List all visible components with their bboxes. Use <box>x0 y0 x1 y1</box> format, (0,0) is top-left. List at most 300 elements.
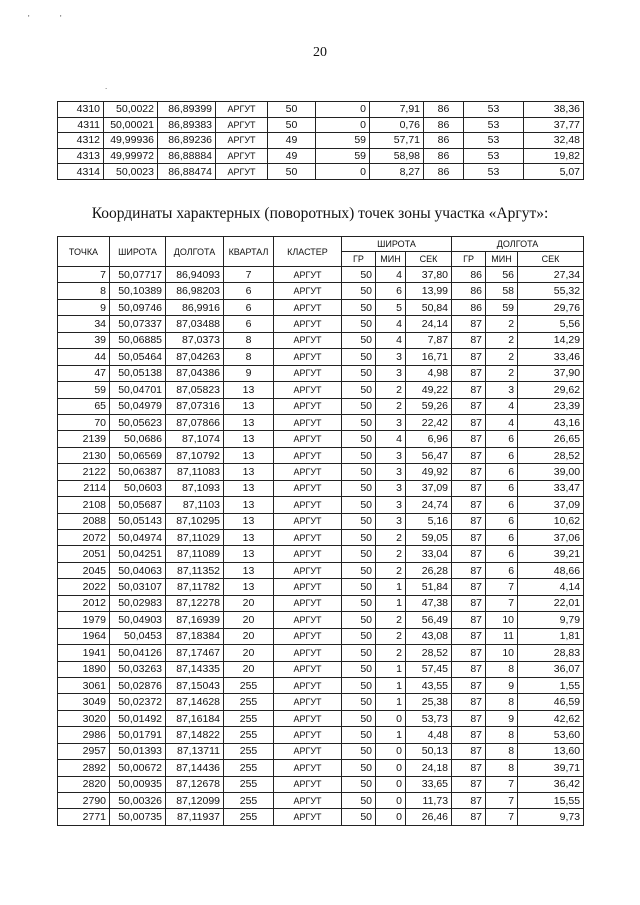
table-cell: 86,88474 <box>158 164 216 180</box>
table-cell: 13,99 <box>406 283 452 299</box>
table-cell: 50 <box>342 628 376 644</box>
table-cell: 87 <box>452 661 486 677</box>
table-cell: 4313 <box>58 148 104 164</box>
table-cell: 50 <box>342 595 376 611</box>
table-cell: 50,05143 <box>110 513 166 529</box>
table-cell: 87 <box>452 447 486 463</box>
table-cell: 1 <box>376 677 406 693</box>
table-cell: 2022 <box>58 579 110 595</box>
table-cell: 49,22 <box>406 382 452 398</box>
table-cell: 26,46 <box>406 809 452 825</box>
table-cell: АРГУТ <box>216 164 268 180</box>
table-cell: 2 <box>376 382 406 398</box>
table-cell: 37,06 <box>518 530 584 546</box>
table-cell: 86 <box>424 148 464 164</box>
table-cell: 1 <box>376 661 406 677</box>
table-cell: 50,00021 <box>104 117 158 133</box>
table-cell: 6 <box>224 316 274 332</box>
table-cell: 87,14822 <box>166 727 224 743</box>
table-cell: 7 <box>224 267 274 283</box>
table-row <box>58 694 584 710</box>
table-cell: 2 <box>376 612 406 628</box>
table-cell: 13 <box>224 497 274 513</box>
table-cell: 2139 <box>58 431 110 447</box>
table-row <box>58 414 584 430</box>
coordinates-table <box>57 236 584 826</box>
table-cell: 38,36 <box>524 102 584 118</box>
table-cell: 49 <box>268 148 316 164</box>
header-latitude: ШИРОТА <box>110 237 166 267</box>
table-cell: 23,39 <box>518 398 584 414</box>
table-cell: 49,92 <box>406 464 452 480</box>
table-cell: 1,81 <box>518 628 584 644</box>
table-cell: 50,0686 <box>110 431 166 447</box>
table-cell: 87 <box>452 414 486 430</box>
table-cell: 3 <box>376 349 406 365</box>
table-cell: 37,77 <box>524 117 584 133</box>
table-cell: 13 <box>224 447 274 463</box>
table-cell: 50 <box>342 793 376 809</box>
table-cell: 4 <box>486 398 518 414</box>
header-lon-min: МИН <box>486 252 518 267</box>
table-cell: 43,16 <box>518 414 584 430</box>
table-cell: 50 <box>342 562 376 578</box>
table-cell: 49 <box>268 133 316 149</box>
table-cell: 86 <box>452 283 486 299</box>
table-cell: 8 <box>486 743 518 759</box>
table-cell: 8 <box>486 727 518 743</box>
table-row <box>58 612 584 628</box>
table-cell: 7 <box>486 579 518 595</box>
table-cell: 50 <box>342 382 376 398</box>
table-cell: 49,99936 <box>104 133 158 149</box>
table-cell: 87 <box>452 382 486 398</box>
table-cell: 28,83 <box>518 645 584 661</box>
table-cell: 3 <box>486 382 518 398</box>
table-cell: 4 <box>376 316 406 332</box>
table-cell: 14,29 <box>518 332 584 348</box>
table-cell: 86,9916 <box>166 299 224 315</box>
table-cell: 50,00935 <box>110 776 166 792</box>
table-cell: 50 <box>342 677 376 693</box>
table-cell: 43,55 <box>406 677 452 693</box>
table-cell: 87,18384 <box>166 628 224 644</box>
table-cell: АРГУТ <box>274 316 342 332</box>
table-cell: 9 <box>486 710 518 726</box>
table-cell: 86 <box>452 299 486 315</box>
scan-speck: ' <box>28 14 30 23</box>
table-cell: 50,0023 <box>104 164 158 180</box>
table-cell: 255 <box>224 710 274 726</box>
table-cell: АРГУТ <box>274 776 342 792</box>
table-row <box>58 513 584 529</box>
header-cluster: КЛАСТЕР <box>274 237 342 267</box>
table-cell: 37,09 <box>406 480 452 496</box>
header-latitude-group: ШИРОТА <box>342 237 452 252</box>
table-cell: 87 <box>452 645 486 661</box>
table-cell: 39,00 <box>518 464 584 480</box>
table-cell: 86 <box>424 117 464 133</box>
table-cell: 87,16184 <box>166 710 224 726</box>
table-cell: АРГУТ <box>274 332 342 348</box>
table-cell: АРГУТ <box>274 727 342 743</box>
table-cell: 50,01492 <box>110 710 166 726</box>
table-cell: 87,12099 <box>166 793 224 809</box>
table-cell: 86,89399 <box>158 102 216 118</box>
table-row <box>58 727 584 743</box>
table-cell: 53 <box>464 117 524 133</box>
table-row <box>58 530 584 546</box>
table-cell: АРГУТ <box>274 480 342 496</box>
table-cell: АРГУТ <box>274 447 342 463</box>
table-cell: 4311 <box>58 117 104 133</box>
table-row <box>58 809 584 825</box>
table-cell: 0 <box>376 776 406 792</box>
table-cell: 50 <box>342 776 376 792</box>
table-cell: АРГУТ <box>274 431 342 447</box>
table-cell: 50,04126 <box>110 645 166 661</box>
table-cell: 87 <box>452 612 486 628</box>
table-cell: 8 <box>486 694 518 710</box>
table-cell: АРГУТ <box>274 694 342 710</box>
table-cell: 37,90 <box>518 365 584 381</box>
table-cell: 26,65 <box>518 431 584 447</box>
table-cell: 87,14436 <box>166 760 224 776</box>
table-cell: 50,03107 <box>110 579 166 595</box>
table-cell: 59 <box>486 299 518 315</box>
table-cell: 8 <box>486 760 518 776</box>
continuation-table <box>57 101 584 180</box>
table-cell: 87 <box>452 497 486 513</box>
table-row <box>58 645 584 661</box>
header-longitude-group: ДОЛГОТА <box>452 237 584 252</box>
table-cell: 50,00735 <box>110 809 166 825</box>
table-cell: АРГУТ <box>274 299 342 315</box>
table-cell: 50,84 <box>406 299 452 315</box>
table-cell: 59,26 <box>406 398 452 414</box>
table-cell: 6 <box>486 447 518 463</box>
table-cell: 87 <box>452 694 486 710</box>
table-cell: 87,0373 <box>166 332 224 348</box>
table-cell: 4,14 <box>518 579 584 595</box>
table-cell: 2012 <box>58 595 110 611</box>
table-cell: 2051 <box>58 546 110 562</box>
table-row <box>58 760 584 776</box>
table-cell: 87 <box>452 677 486 693</box>
table-cell: 87,10792 <box>166 447 224 463</box>
table-cell: АРГУТ <box>274 743 342 759</box>
table-cell: 50,01791 <box>110 727 166 743</box>
table-cell: 10,62 <box>518 513 584 529</box>
table-row <box>58 743 584 759</box>
table-cell: 2130 <box>58 447 110 463</box>
table-cell: 50,0603 <box>110 480 166 496</box>
table-cell: 56,47 <box>406 447 452 463</box>
table-cell: 4,98 <box>406 365 452 381</box>
table-cell: 29,62 <box>518 382 584 398</box>
table-cell: 3 <box>376 464 406 480</box>
table-row <box>58 398 584 414</box>
table-cell: 20 <box>224 661 274 677</box>
table-row <box>58 628 584 644</box>
table-cell: АРГУТ <box>274 398 342 414</box>
table-cell: 87,07316 <box>166 398 224 414</box>
table-cell: 50 <box>342 546 376 562</box>
table-cell: 37,09 <box>518 497 584 513</box>
table-cell: 87,14628 <box>166 694 224 710</box>
table-cell: 87 <box>452 464 486 480</box>
table-cell: 50 <box>342 530 376 546</box>
table-cell: АРГУТ <box>216 148 268 164</box>
table-cell: 87 <box>452 776 486 792</box>
table-row <box>58 283 584 299</box>
table-cell: 42,62 <box>518 710 584 726</box>
table-cell: 87 <box>452 743 486 759</box>
table-cell: 7 <box>486 595 518 611</box>
table-cell: АРГУТ <box>274 645 342 661</box>
table-cell: 2820 <box>58 776 110 792</box>
table-cell: 0 <box>376 760 406 776</box>
table-cell: АРГУТ <box>274 546 342 562</box>
table-cell: 255 <box>224 809 274 825</box>
table-row <box>58 133 584 149</box>
table-cell: 87 <box>452 365 486 381</box>
table-cell: 33,46 <box>518 349 584 365</box>
table-cell: 87,12678 <box>166 776 224 792</box>
table-cell: 59,05 <box>406 530 452 546</box>
table-cell: 39 <box>58 332 110 348</box>
table-cell: 255 <box>224 760 274 776</box>
table-cell: АРГУТ <box>274 562 342 578</box>
table-cell: 87,11352 <box>166 562 224 578</box>
table-cell: 11,73 <box>406 793 452 809</box>
table-cell: АРГУТ <box>274 267 342 283</box>
table-cell: 7 <box>58 267 110 283</box>
header-lat-min: МИН <box>376 252 406 267</box>
table-cell: 50 <box>342 612 376 628</box>
table-cell: 6 <box>486 464 518 480</box>
table-cell: 0 <box>316 164 370 180</box>
table-cell: 7,91 <box>370 102 424 118</box>
table-cell: 10 <box>486 612 518 628</box>
table-cell: 13 <box>224 480 274 496</box>
table-cell: 87 <box>452 579 486 595</box>
table-cell: 0 <box>316 102 370 118</box>
table-cell: 255 <box>224 727 274 743</box>
table-cell: 50 <box>342 661 376 677</box>
table-cell: 5 <box>376 299 406 315</box>
header-point: ТОЧКА <box>58 237 110 267</box>
table-cell: 8 <box>486 661 518 677</box>
table-cell: 5,56 <box>518 316 584 332</box>
table-cell: 87 <box>452 546 486 562</box>
table-cell: 3049 <box>58 694 110 710</box>
table-cell: 3 <box>376 447 406 463</box>
table-cell: 7 <box>486 809 518 825</box>
table-cell: 87 <box>452 760 486 776</box>
table-cell: 44 <box>58 349 110 365</box>
table-cell: 87 <box>452 349 486 365</box>
table-cell: 50 <box>268 117 316 133</box>
table-cell: 39,21 <box>518 546 584 562</box>
table-cell: 50 <box>342 809 376 825</box>
table-cell: АРГУТ <box>274 349 342 365</box>
table-cell: 87 <box>452 530 486 546</box>
table-cell: 1964 <box>58 628 110 644</box>
table-cell: 87,03488 <box>166 316 224 332</box>
header-quarter: КВАРТАЛ <box>224 237 274 267</box>
table-cell: АРГУТ <box>216 102 268 118</box>
table-cell: 65 <box>58 398 110 414</box>
table-cell: 13 <box>224 530 274 546</box>
table-cell: 1 <box>376 727 406 743</box>
table-row <box>58 595 584 611</box>
table-row <box>58 332 584 348</box>
table-cell: 50 <box>342 694 376 710</box>
table-row <box>58 776 584 792</box>
table-cell: 50,04974 <box>110 530 166 546</box>
table-cell: 87,16939 <box>166 612 224 628</box>
table-cell: 32,48 <box>524 133 584 149</box>
table-cell: 50 <box>342 760 376 776</box>
table-cell: 50,00326 <box>110 793 166 809</box>
table-cell: 6 <box>486 497 518 513</box>
table-cell: 50,04251 <box>110 546 166 562</box>
table-cell: 86,94093 <box>166 267 224 283</box>
table-cell: 50,05623 <box>110 414 166 430</box>
table-cell: АРГУТ <box>274 595 342 611</box>
table-cell: 43,08 <box>406 628 452 644</box>
table-cell: 50 <box>342 365 376 381</box>
table-cell: 2986 <box>58 727 110 743</box>
table-cell: 50 <box>342 299 376 315</box>
table-cell: 59 <box>316 133 370 149</box>
table-row <box>58 316 584 332</box>
table-cell: 1 <box>376 579 406 595</box>
table-cell: 87,11083 <box>166 464 224 480</box>
table-cell: 6 <box>486 480 518 496</box>
table-cell: 20 <box>224 628 274 644</box>
table-cell: 50,05687 <box>110 497 166 513</box>
table-cell: 20 <box>224 612 274 628</box>
table-cell: 0 <box>376 793 406 809</box>
table-row <box>58 497 584 513</box>
table-cell: 13 <box>224 579 274 595</box>
table-cell: 50 <box>342 431 376 447</box>
table-cell: 87,07866 <box>166 414 224 430</box>
table-row <box>58 793 584 809</box>
table-cell: 10 <box>486 645 518 661</box>
table-cell: 50,02983 <box>110 595 166 611</box>
table-cell: 87 <box>452 332 486 348</box>
table-cell: 87 <box>452 710 486 726</box>
table-cell: 50 <box>342 332 376 348</box>
table-cell: 58 <box>486 283 518 299</box>
table-cell: АРГУТ <box>274 414 342 430</box>
table-cell: 50,10389 <box>110 283 166 299</box>
table-row <box>58 562 584 578</box>
table-cell: АРГУТ <box>274 530 342 546</box>
table-cell: 22,01 <box>518 595 584 611</box>
table-cell: 50 <box>342 645 376 661</box>
table-cell: 13 <box>224 414 274 430</box>
table-cell: 4 <box>376 431 406 447</box>
table-cell: 49,99972 <box>104 148 158 164</box>
table-cell: 15,55 <box>518 793 584 809</box>
table-cell: 6 <box>224 283 274 299</box>
table-cell: 53,60 <box>518 727 584 743</box>
section-heading: Координаты характерных (поворотных) точек зоны участка «Аргут»: <box>91 205 549 222</box>
table-row <box>58 431 584 447</box>
table-cell: 1 <box>376 694 406 710</box>
table-cell: 4312 <box>58 133 104 149</box>
table-cell: 9,73 <box>518 809 584 825</box>
header-longitude: ДОЛГОТА <box>166 237 224 267</box>
table-cell: 86,89236 <box>158 133 216 149</box>
table-cell: 13 <box>224 398 274 414</box>
table-cell: 87 <box>452 480 486 496</box>
table-cell: 50 <box>342 497 376 513</box>
table-cell: 1941 <box>58 645 110 661</box>
table-row <box>58 102 584 118</box>
table-cell: 5,16 <box>406 513 452 529</box>
table-cell: 87,05823 <box>166 382 224 398</box>
table-cell: 50,00672 <box>110 760 166 776</box>
table-cell: 50,04903 <box>110 612 166 628</box>
table-cell: 87,17467 <box>166 645 224 661</box>
table-cell: 2 <box>376 645 406 661</box>
table-cell: 2790 <box>58 793 110 809</box>
table-cell: 29,76 <box>518 299 584 315</box>
table-cell: 87,04263 <box>166 349 224 365</box>
table-cell: 13 <box>224 431 274 447</box>
table-cell: 6 <box>486 530 518 546</box>
table-cell: 24,18 <box>406 760 452 776</box>
table-cell: 2892 <box>58 760 110 776</box>
table-cell: АРГУТ <box>216 117 268 133</box>
table-cell: АРГУТ <box>274 579 342 595</box>
table-cell: 2072 <box>58 530 110 546</box>
table-cell: 33,47 <box>518 480 584 496</box>
table-cell: 51,84 <box>406 579 452 595</box>
table-cell: АРГУТ <box>274 382 342 398</box>
table-cell: 2088 <box>58 513 110 529</box>
table-cell: 2108 <box>58 497 110 513</box>
table-cell: 4310 <box>58 102 104 118</box>
table-cell: 4314 <box>58 164 104 180</box>
table-cell: 50,06885 <box>110 332 166 348</box>
table-cell: 5,07 <box>524 164 584 180</box>
table-cell: АРГУТ <box>274 793 342 809</box>
table-cell: 2 <box>376 398 406 414</box>
table-cell: 255 <box>224 793 274 809</box>
table-cell: 86,89383 <box>158 117 216 133</box>
table-cell: 87 <box>452 316 486 332</box>
table-cell: 50 <box>342 579 376 595</box>
table-cell: 6 <box>224 299 274 315</box>
table-cell: 50,03263 <box>110 661 166 677</box>
table-cell: 87 <box>452 809 486 825</box>
header-lon-deg: ГР <box>452 252 486 267</box>
table-row <box>58 349 584 365</box>
table-cell: 59 <box>58 382 110 398</box>
table-cell: 2122 <box>58 464 110 480</box>
table-cell: 8 <box>224 349 274 365</box>
table-cell: 25,38 <box>406 694 452 710</box>
table-cell: 37,80 <box>406 267 452 283</box>
table-cell: 24,74 <box>406 497 452 513</box>
table-cell: 24,14 <box>406 316 452 332</box>
